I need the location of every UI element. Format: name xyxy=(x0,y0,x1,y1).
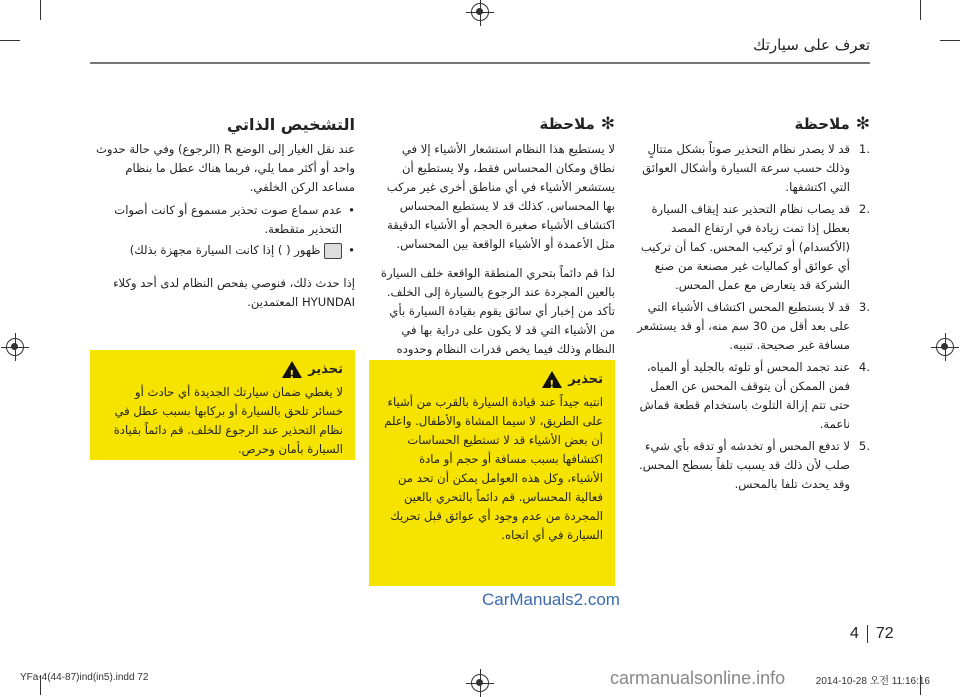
asterisk-icon: ✻ xyxy=(600,114,615,134)
paragraph: لذا قم دائماً بتحري المنطقة الواقعة خلف السيارة بالعين المجردة عند الرجوع بالسيارة إلى الخلف. تأكد من إخبار أي سائق يقوم بقيادة السيارة بأي من الأشياء التي قد لا يكون على دراية بها في النظام وذلك فيما يخص قدرات النظام وحدوده xyxy=(380,266,615,356)
self-diagnosis-column xyxy=(90,115,355,322)
warning-triangle-icon: ! xyxy=(542,371,562,388)
page-number-value: 72 xyxy=(875,625,894,642)
note-heading-label: ملاحظة xyxy=(539,115,595,133)
paragraph: لا يستطيع هذا النظام استشعار الأشياء إلا في نطاق ومكان المحساس فقط، ولا يستطيع أن يستشعر الأشياء في أي مناطق أخرى غير مركب بها المحساس. كذلك قد لا يستطيع المحساس اكتشاف الأشياء صغيرة الحجم أو الأشياء الدقيقة مثل الأعمدة أو الأشياء الواقعة بين المحساس. xyxy=(386,142,615,251)
warning-box xyxy=(90,350,355,460)
bullet-icon: • xyxy=(348,243,355,257)
footer-timestamp: 2014-10-28 오전 11:16:16 xyxy=(815,676,930,687)
bullet-text: عدم سماع صوت تحذير مسموع أو كانت أصوات التحذير متقطعة. xyxy=(114,203,343,236)
page-number-divider xyxy=(867,625,868,643)
paragraph: إذا حدث ذلك، فنوصي بفحص النظام لدى أحد وكلاء HYUNDAI المعتمدين. xyxy=(113,276,355,309)
item-text: قد لا يصدر نظام التحذير صوتاً بشكل متتالٍ وذلك حسب سرعة السيارة وأشكال العوائق التي اكتشفها. xyxy=(642,142,850,194)
list-item xyxy=(628,358,870,434)
item-number: .5 xyxy=(858,439,870,453)
paragraph: عند نقل الغيار إلى الوضع R (الرجوع) وفي حالة حدوث واحد أو أكثر مما يلي، فربما هناك عطل ما بنظام مساعد الركن الخلفي. xyxy=(95,142,355,194)
asterisk-icon: ✻ xyxy=(855,114,870,134)
warning-title: تحذير xyxy=(308,362,343,377)
crop-mark xyxy=(940,40,960,41)
note-heading-label: ملاحظة xyxy=(794,115,850,133)
item-text: لا تدفع المحس أو تخدشه أو تدقه بأي شيء صلب لأن ذلك قد يسبب تلفاً بسطح المحس. وقد يحدث تلفا بالمحس. xyxy=(639,439,850,491)
list-item xyxy=(628,140,870,197)
page-number xyxy=(850,625,894,643)
section-number: 4 xyxy=(850,625,859,642)
notes-column-middle xyxy=(373,115,615,388)
warning-triangle-icon: ! xyxy=(282,361,302,378)
crop-mark xyxy=(0,40,20,41)
item-number: .2 xyxy=(858,202,870,216)
item-number: .3 xyxy=(858,300,870,314)
parking-sensor-warning-icon xyxy=(324,243,342,259)
item-number: .4 xyxy=(858,360,870,374)
note-heading xyxy=(628,115,870,134)
footer-filename: YFa-4(44-87)ind(in5).indd 72 xyxy=(20,672,149,683)
item-text: قد لا يستطيع المحس اكتشاف الأشياء التي على بعد أقل من 30 سم منه، أو قد يستشعر مسافة غير صحيحة. تنبيه. xyxy=(637,300,850,352)
registration-mark-icon xyxy=(471,674,489,692)
list-item xyxy=(628,298,870,355)
list-item xyxy=(628,200,870,295)
note-heading xyxy=(373,115,615,134)
list-item xyxy=(628,437,870,494)
crop-mark xyxy=(920,0,921,20)
header-divider xyxy=(90,62,870,64)
registration-mark-icon xyxy=(6,338,24,356)
warning-heading xyxy=(102,360,343,379)
bullet-icon: • xyxy=(348,203,355,217)
item-text: قد يصاب نظام التحذير عند إيقاف السيارة بعطل إذا تمت زيادة في ارتفاع المصد (الأكسدام) أو تركيب المحس. كما أن تركيب أي عوائق أو كماليات غير مصنعة من صنع الشركة قد يتعارض مع عمل المحس. xyxy=(640,202,850,292)
bullet-text-label: ظهور ( ) إذا كانت السيارة مجهزة بذلك) xyxy=(129,243,321,257)
footer-watermark: carmanualsonline.info xyxy=(610,668,786,688)
registration-mark-icon xyxy=(936,338,954,356)
watermark: CarManuals2.com xyxy=(482,590,620,609)
warning-title: تحذير xyxy=(568,372,603,387)
warning-box xyxy=(369,360,615,586)
chapter-title: تعرف على سيارتك xyxy=(753,36,870,54)
warning-text: انتبه جيداً عند قيادة السيارة بالقرب من أشياء على الطريق، لا سيما المشاة والأطفال. واعلم أن بعض الأشياء قد لا تستطيع الحساسات اكتشافها بسبب مسافة أو حجم أو مادة الأشياء، وكل هذه العوامل يمكن أن تحد من فعالية المحساس. قم دائماً بالتحري بالعين المجردة من عدم وجود أي عوائق قبل تحريك السيارة في أي اتجاه. xyxy=(384,395,603,542)
warning-text: لا يغطي ضمان سيارتك الجديدة أي حادث أو خسائر تلحق بالسيارة أو بركابها بسبب عطل في نظام التحذير عند الرجوع للخلف. قم دائماً بقيادة السيارة بأمان وحرص. xyxy=(113,385,343,456)
item-text: عند تجمد المحس أو تلوثه بالجليد أو المياه، فمن الممكن أن يتوقف المحس عن العمل حتى تتم إزالة التلوث باستخدام قطعة قماش ناعمة. xyxy=(639,360,850,431)
crop-mark xyxy=(40,0,41,20)
bullet-item xyxy=(90,241,355,260)
item-number: .1 xyxy=(858,142,870,156)
bullet-text xyxy=(130,241,342,260)
warning-heading xyxy=(381,370,603,389)
registration-mark-icon xyxy=(471,3,489,21)
section-heading: التشخيص الذاتي xyxy=(226,115,355,134)
notes-column-right xyxy=(628,115,870,497)
bullet-item xyxy=(90,201,355,239)
